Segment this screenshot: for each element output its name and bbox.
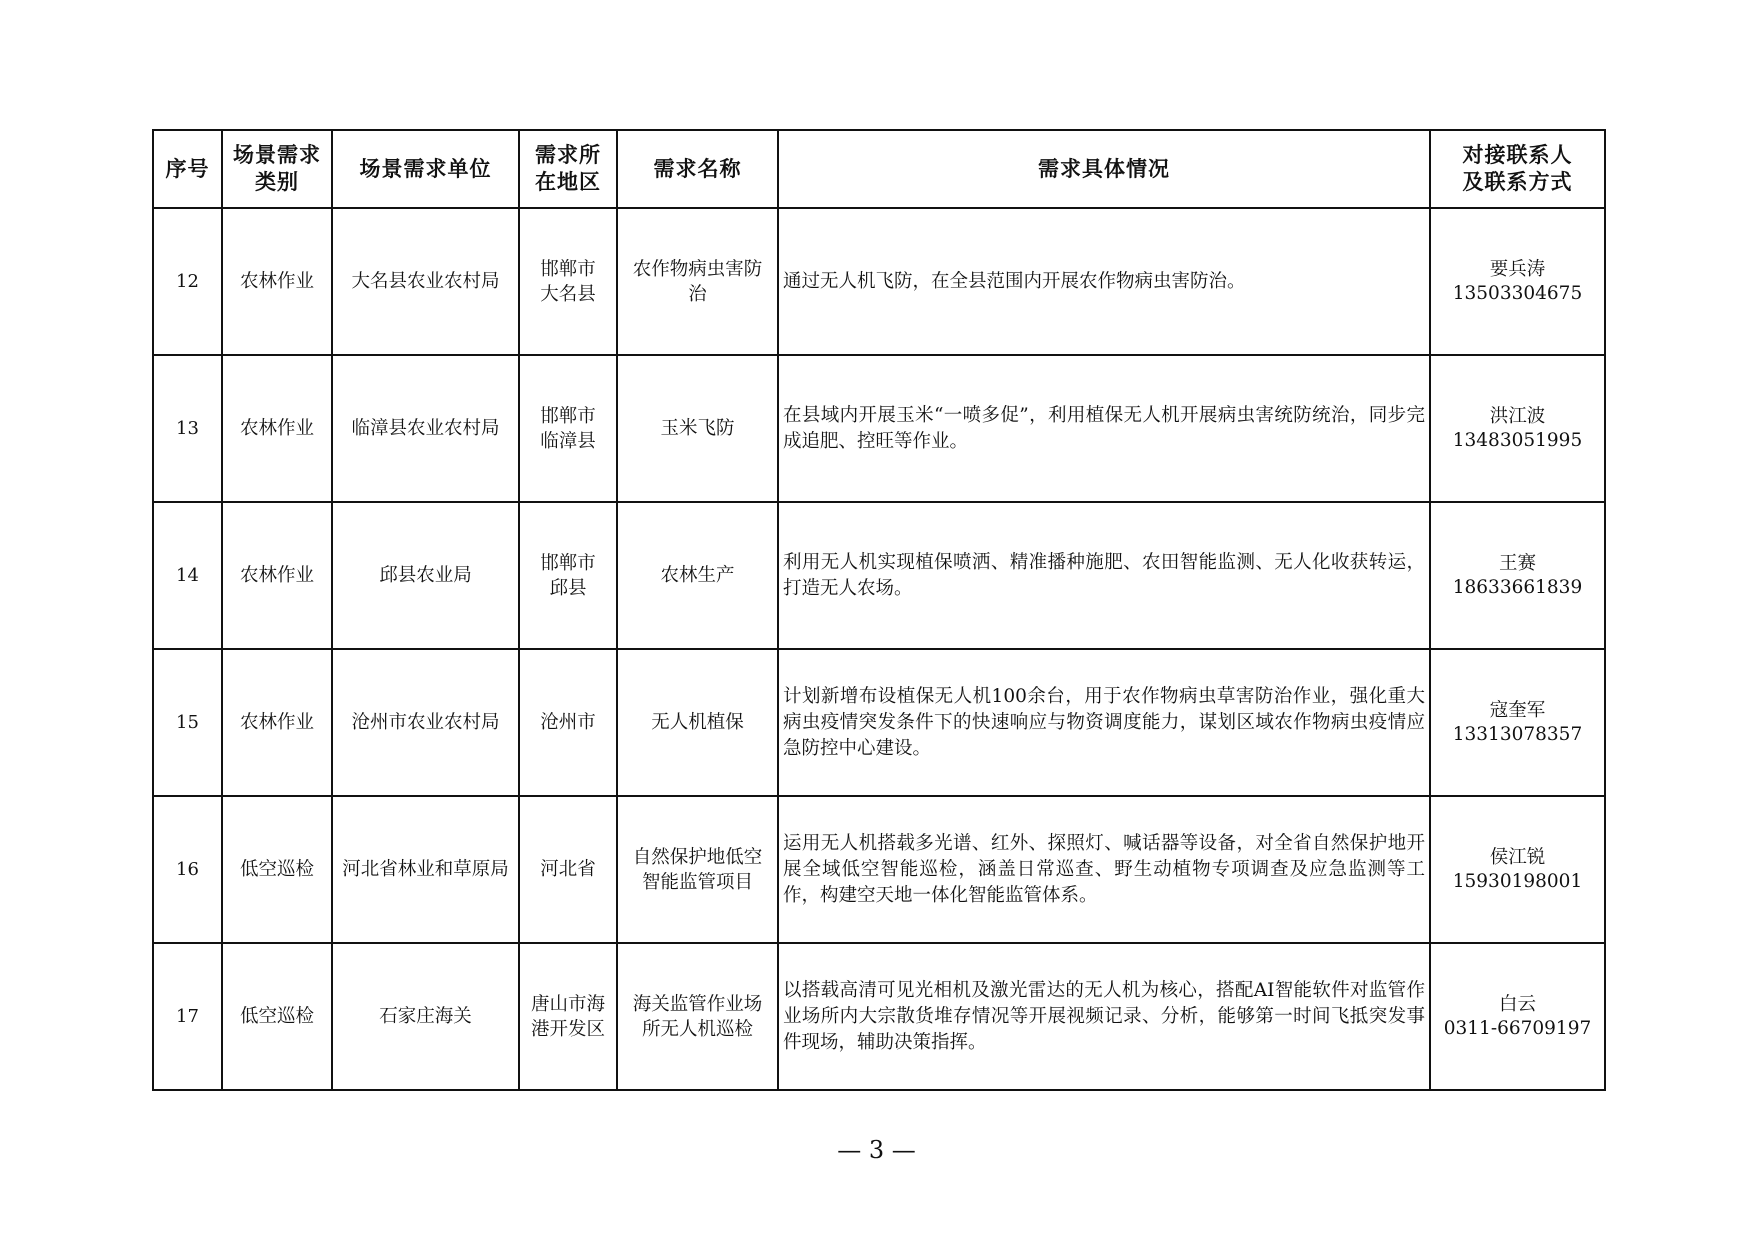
cell-contact (1430, 502, 1605, 649)
contact-phone: 0311-66709197 (1443, 1017, 1592, 1039)
table-body (153, 208, 1605, 1090)
cell-category: 农林作业 (222, 208, 332, 355)
cell-no: 14 (153, 502, 222, 649)
cell-unit: 沧州市农业农村局 (332, 649, 519, 796)
cell-region: 邯郸市 大名县 (519, 208, 617, 355)
table-row (153, 355, 1605, 502)
cell-unit: 邱县农业局 (332, 502, 519, 649)
contact-name: 要兵涛 (1489, 258, 1546, 280)
cell-contact (1430, 208, 1605, 355)
contact-phone: 13503304675 (1452, 282, 1583, 304)
cell-detail: 以搭载高清可见光相机及激光雷达的无人机为核心，搭配AI智能软件对监管作业场所内大宗散货堆存情况等开展视频记录、分析，能够第一时间飞抵突发事件现场，辅助决策指挥。 (778, 943, 1430, 1090)
contact-phone: 18633661839 (1452, 576, 1583, 598)
table-header (153, 130, 1605, 208)
cell-requirement-name: 自然保护地低空智能监管项目 (617, 796, 778, 943)
cell-contact (1430, 943, 1605, 1090)
cell-requirement-name: 农作物病虫害防治 (617, 208, 778, 355)
cell-detail: 利用无人机实现植保喷洒、精准播种施肥、农田智能监测、无人化收获转运，打造无人农场。 (778, 502, 1430, 649)
requirements-table (152, 129, 1606, 1091)
cell-region: 河北省 (519, 796, 617, 943)
cell-category: 低空巡检 (222, 796, 332, 943)
header-category: 场景需求 类别 (222, 130, 332, 208)
cell-category: 农林作业 (222, 649, 332, 796)
cell-category: 农林作业 (222, 355, 332, 502)
contact-phone: 15930198001 (1452, 870, 1583, 892)
cell-unit: 大名县农业农村局 (332, 208, 519, 355)
table-row (153, 208, 1605, 355)
cell-region: 沧州市 (519, 649, 617, 796)
cell-requirement-name: 玉米飞防 (617, 355, 778, 502)
cell-contact (1430, 355, 1605, 502)
page-number: — 3 — (837, 1136, 916, 1164)
cell-requirement-name: 海关监管作业场所无人机巡检 (617, 943, 778, 1090)
cell-no: 13 (153, 355, 222, 502)
cell-no: 15 (153, 649, 222, 796)
cell-contact (1430, 796, 1605, 943)
contact-name: 洪江波 (1489, 405, 1546, 427)
cell-requirement-name: 农林生产 (617, 502, 778, 649)
contact-phone: 13313078357 (1452, 723, 1583, 745)
header-name: 需求名称 (617, 130, 778, 208)
table-row (153, 943, 1605, 1090)
cell-no: 17 (153, 943, 222, 1090)
cell-region: 邯郸市 临漳县 (519, 355, 617, 502)
contact-name: 王赛 (1498, 552, 1536, 574)
cell-category: 低空巡检 (222, 943, 332, 1090)
contact-phone: 13483051995 (1452, 429, 1583, 451)
header-no: 序号 (153, 130, 222, 208)
header-contact: 对接联系人 及联系方式 (1430, 130, 1605, 208)
table-row (153, 502, 1605, 649)
cell-contact (1430, 649, 1605, 796)
cell-detail: 计划新增布设植保无人机100余台，用于农作物病虫草害防治作业，强化重大病虫疫情突发条件下的快速响应与物资调度能力，谋划区域农作物病虫疫情应急防控中心建设。 (778, 649, 1430, 796)
table-row (153, 796, 1605, 943)
cell-region: 邯郸市 邱县 (519, 502, 617, 649)
header-row (153, 130, 1605, 208)
header-region: 需求所 在地区 (519, 130, 617, 208)
cell-unit: 河北省林业和草原局 (332, 796, 519, 943)
cell-requirement-name: 无人机植保 (617, 649, 778, 796)
cell-detail: 通过无人机飞防，在全县范围内开展农作物病虫害防治。 (778, 208, 1430, 355)
cell-no: 12 (153, 208, 222, 355)
header-unit: 场景需求单位 (332, 130, 519, 208)
contact-name: 白云 (1498, 993, 1536, 1015)
cell-category: 农林作业 (222, 502, 332, 649)
cell-no: 16 (153, 796, 222, 943)
cell-detail: 在县域内开展玉米“一喷多促”，利用植保无人机开展病虫害统防统治，同步完成追肥、控旺等作业。 (778, 355, 1430, 502)
contact-name: 侯江锐 (1489, 846, 1546, 868)
header-detail: 需求具体情况 (778, 130, 1430, 208)
cell-unit: 临漳县农业农村局 (332, 355, 519, 502)
cell-detail: 运用无人机搭载多光谱、红外、探照灯、喊话器等设备，对全省自然保护地开展全域低空智能巡检，涵盖日常巡查、野生动植物专项调查及应急监测等工作，构建空天地一体化智能监管体系。 (778, 796, 1430, 943)
cell-region: 唐山市海港开发区 (519, 943, 617, 1090)
cell-unit: 石家庄海关 (332, 943, 519, 1090)
contact-name: 寇奎军 (1489, 699, 1546, 721)
table-row (153, 649, 1605, 796)
